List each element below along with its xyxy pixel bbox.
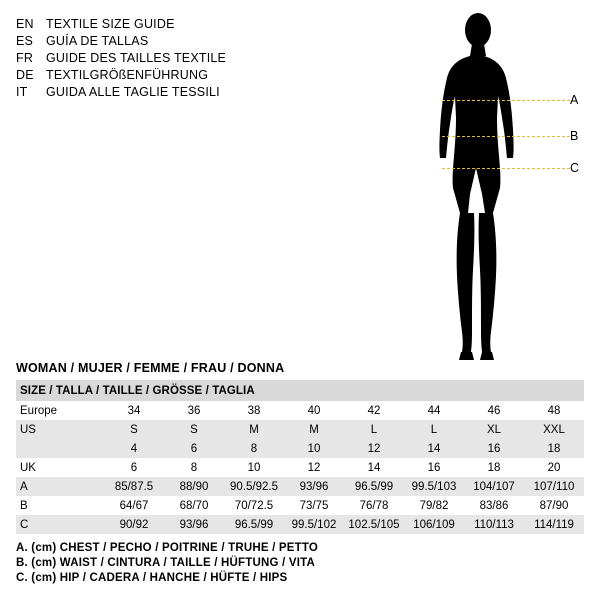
cell: 99.5/102 <box>284 515 344 534</box>
footnote-chest: A. (cm) CHEST / PECHO / POITRINE / TRUHE / PETTO <box>16 542 319 554</box>
cell: 10 <box>224 458 284 477</box>
size-chart-table <box>16 380 584 534</box>
cell: 8 <box>224 439 284 458</box>
cell: 10 <box>284 439 344 458</box>
row-label: A <box>16 477 104 496</box>
row-label: C <box>16 515 104 534</box>
cell: 114/119 <box>524 515 584 534</box>
cell: 87/90 <box>524 496 584 515</box>
table-row <box>16 515 584 534</box>
table-row <box>16 420 584 439</box>
cell: M <box>224 420 284 439</box>
cell: 38 <box>224 401 284 420</box>
measurement-legend <box>16 541 576 586</box>
cell: 96.5/99 <box>344 477 404 496</box>
cell: 6 <box>164 439 224 458</box>
table-row <box>16 496 584 515</box>
cell: 14 <box>404 439 464 458</box>
cell: XL <box>464 420 524 439</box>
cell: 83/86 <box>464 496 524 515</box>
cell: 36 <box>164 401 224 420</box>
cell: 88/90 <box>164 477 224 496</box>
header-lang-code: EN <box>16 17 34 31</box>
cell: XXL <box>524 420 584 439</box>
cell: 44 <box>404 401 464 420</box>
header-lang-code: DE <box>16 68 34 82</box>
cell: 64/67 <box>104 496 164 515</box>
cell: 18 <box>524 439 584 458</box>
cell: S <box>164 420 224 439</box>
header-lang-code: IT <box>16 85 28 99</box>
cell: 96.5/99 <box>224 515 284 534</box>
cell: 46 <box>464 401 524 420</box>
cell: 12 <box>344 439 404 458</box>
cell: 16 <box>404 458 464 477</box>
header-lang-code: FR <box>16 51 34 65</box>
language-header <box>16 16 316 101</box>
cell: 4 <box>104 439 164 458</box>
cell: 106/109 <box>404 515 464 534</box>
cell: 16 <box>464 439 524 458</box>
cell: 107/110 <box>524 477 584 496</box>
header-row <box>16 67 316 83</box>
cell: 85/87.5 <box>104 477 164 496</box>
silhouette-svg <box>430 8 590 368</box>
cell: 48 <box>524 401 584 420</box>
cell: L <box>404 420 464 439</box>
section-caption: WOMAN / MUJER / FEMME / FRAU / DONNA <box>16 361 285 375</box>
cell: 34 <box>104 401 164 420</box>
row-label: US <box>16 420 104 439</box>
cell: 104/107 <box>464 477 524 496</box>
cell: 12 <box>284 458 344 477</box>
cell: 93/96 <box>164 515 224 534</box>
header-title-text: TEXTILGRÖßENFÜHRUNG <box>46 68 209 82</box>
table-row <box>16 401 584 420</box>
header-title-text: GUÍA DE TALLAS <box>46 34 149 48</box>
cell: 6 <box>104 458 164 477</box>
cell: 14 <box>344 458 404 477</box>
table-row <box>16 458 584 477</box>
footnote-waist: B. (cm) WAIST / CINTURA / TAILLE / HÜFTUNG / VITA <box>16 557 315 569</box>
header-lang-code: ES <box>16 34 34 48</box>
cell: 102.5/105 <box>344 515 404 534</box>
cell: 18 <box>464 458 524 477</box>
cell: S <box>104 420 164 439</box>
female-silhouette-figure <box>430 8 590 368</box>
table-row <box>16 439 584 458</box>
cell: 40 <box>284 401 344 420</box>
header-title-text: GUIDA ALLE TAGLIE TESSILI <box>46 85 220 99</box>
header-title-text: TEXTILE SIZE GUIDE <box>46 17 175 31</box>
cell: 90/92 <box>104 515 164 534</box>
cell: 8 <box>164 458 224 477</box>
cell: 42 <box>344 401 404 420</box>
cell: 76/78 <box>344 496 404 515</box>
cell: 68/70 <box>164 496 224 515</box>
row-label: B <box>16 496 104 515</box>
cell: L <box>344 420 404 439</box>
table-header-row <box>16 380 584 401</box>
measure-line-a <box>442 100 570 101</box>
header-row <box>16 50 316 66</box>
cell: 93/96 <box>284 477 344 496</box>
cell: 99.5/103 <box>404 477 464 496</box>
measure-line-c <box>442 168 570 169</box>
table-row <box>16 477 584 496</box>
measure-line-b <box>442 136 570 137</box>
measure-label-b: B <box>570 129 579 143</box>
header-row <box>16 84 316 100</box>
cell: 70/72.5 <box>224 496 284 515</box>
measure-label-a: A <box>570 93 579 107</box>
cell: 90.5/92.5 <box>224 477 284 496</box>
table-header-label: SIZE / TALLA / TAILLE / GRÖSSE / TAGLIA <box>16 380 584 401</box>
cell: 20 <box>524 458 584 477</box>
cell: 110/113 <box>464 515 524 534</box>
cell: 79/82 <box>404 496 464 515</box>
footnote-hip: C. (cm) HIP / CADERA / HANCHE / HÜFTE / HIPS <box>16 572 288 584</box>
cell: 73/75 <box>284 496 344 515</box>
header-row <box>16 33 316 49</box>
header-title-text: GUIDE DES TAILLES TEXTILE <box>46 51 227 65</box>
row-label <box>16 439 104 458</box>
cell: M <box>284 420 344 439</box>
measure-label-c: C <box>570 161 580 175</box>
row-label: UK <box>16 458 104 477</box>
header-row <box>16 16 316 32</box>
row-label: Europe <box>16 401 104 420</box>
